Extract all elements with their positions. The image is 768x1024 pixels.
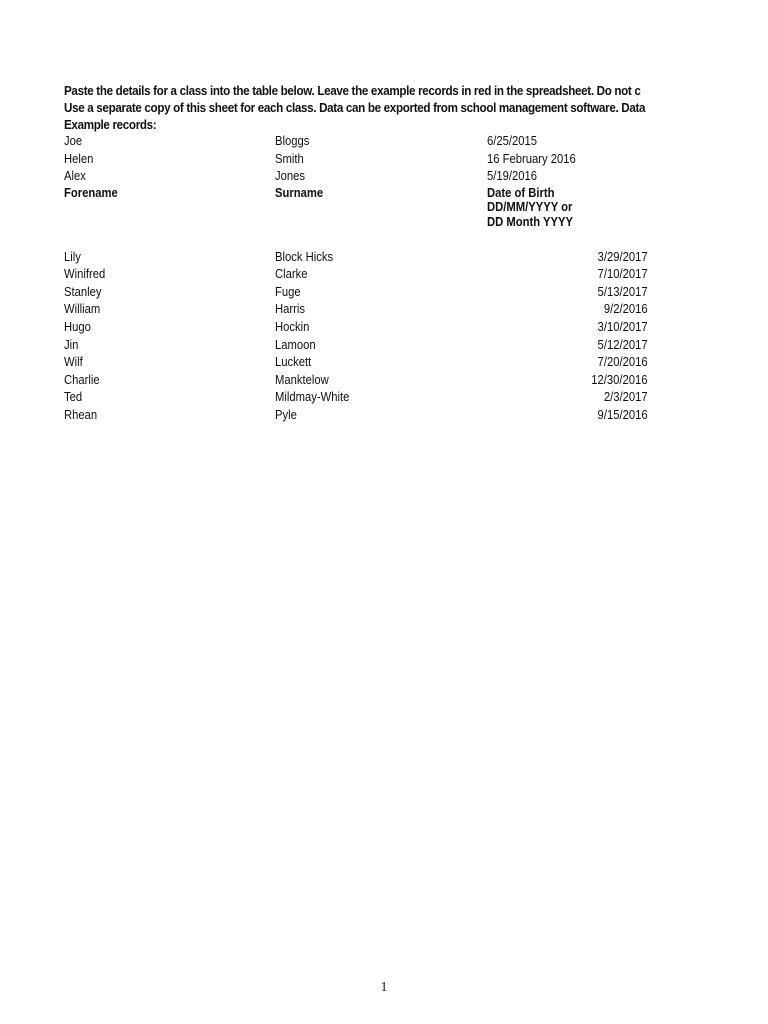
forename-cell: Charlie (64, 373, 100, 387)
header-forename: Forename (64, 186, 118, 200)
forename-cell: Rhean (64, 408, 98, 422)
example-forename: Joe (64, 134, 83, 148)
surname-cell: Mildmay-White (275, 390, 350, 404)
surname-cell: Lamoon (275, 338, 316, 352)
surname-cell: Manktelow (275, 373, 329, 387)
surname-cell: Luckett (275, 355, 312, 369)
dob-cell: 7/10/2017 (597, 267, 648, 281)
instruction-line-2: Use a separate copy of this sheet for each class. Data can be exported from school management software. Data (64, 101, 646, 115)
surname-cell: Hockin (275, 320, 310, 334)
dob-cell: 3/29/2017 (597, 250, 648, 264)
surname-cell: Harris (275, 302, 306, 316)
surname-cell: Fuge (275, 285, 301, 299)
example-forename: Helen (64, 152, 94, 166)
dob-cell: 12/30/2016 (591, 373, 648, 387)
example-dob: 6/25/2015 (487, 134, 538, 148)
dob-cell: 9/2/2016 (604, 302, 648, 316)
forename-cell: Wilf (64, 355, 83, 369)
dob-cell: 5/12/2017 (597, 338, 648, 352)
forename-cell: Lily (64, 250, 81, 264)
surname-cell: Clarke (275, 267, 308, 281)
example-surname: Jones (275, 169, 306, 183)
header-dob-line3: DD Month YYYY (487, 215, 574, 229)
dob-cell: 3/10/2017 (597, 320, 648, 334)
forename-cell: Stanley (64, 285, 102, 299)
surname-cell: Block Hicks (275, 250, 334, 264)
header-dob-line1: Date of Birth (487, 186, 555, 200)
instruction-line-1: Paste the details for a class into the table below. Leave the example records in red in the spreadsheet. Do not c (64, 84, 641, 98)
example-surname: Bloggs (275, 134, 310, 148)
forename-cell: Jin (64, 338, 79, 352)
dob-cell: 7/20/2016 (597, 355, 648, 369)
forename-cell: Hugo (64, 320, 91, 334)
header-dob-line2: DD/MM/YYYY or (487, 200, 573, 214)
example-dob: 5/19/2016 (487, 169, 538, 183)
dob-cell: 9/15/2016 (597, 408, 648, 422)
forename-cell: Winifred (64, 267, 106, 281)
example-forename: Alex (64, 169, 86, 183)
surname-cell: Pyle (275, 408, 297, 422)
example-dob: 16 February 2016 (487, 152, 576, 166)
example-records-label: Example records: (64, 118, 157, 132)
forename-cell: Ted (64, 390, 83, 404)
dob-cell: 2/3/2017 (604, 390, 648, 404)
dob-cell: 5/13/2017 (597, 285, 648, 299)
page-number: 1 (380, 980, 388, 995)
example-surname: Smith (275, 152, 304, 166)
header-surname: Surname (275, 186, 324, 200)
forename-cell: William (64, 302, 101, 316)
